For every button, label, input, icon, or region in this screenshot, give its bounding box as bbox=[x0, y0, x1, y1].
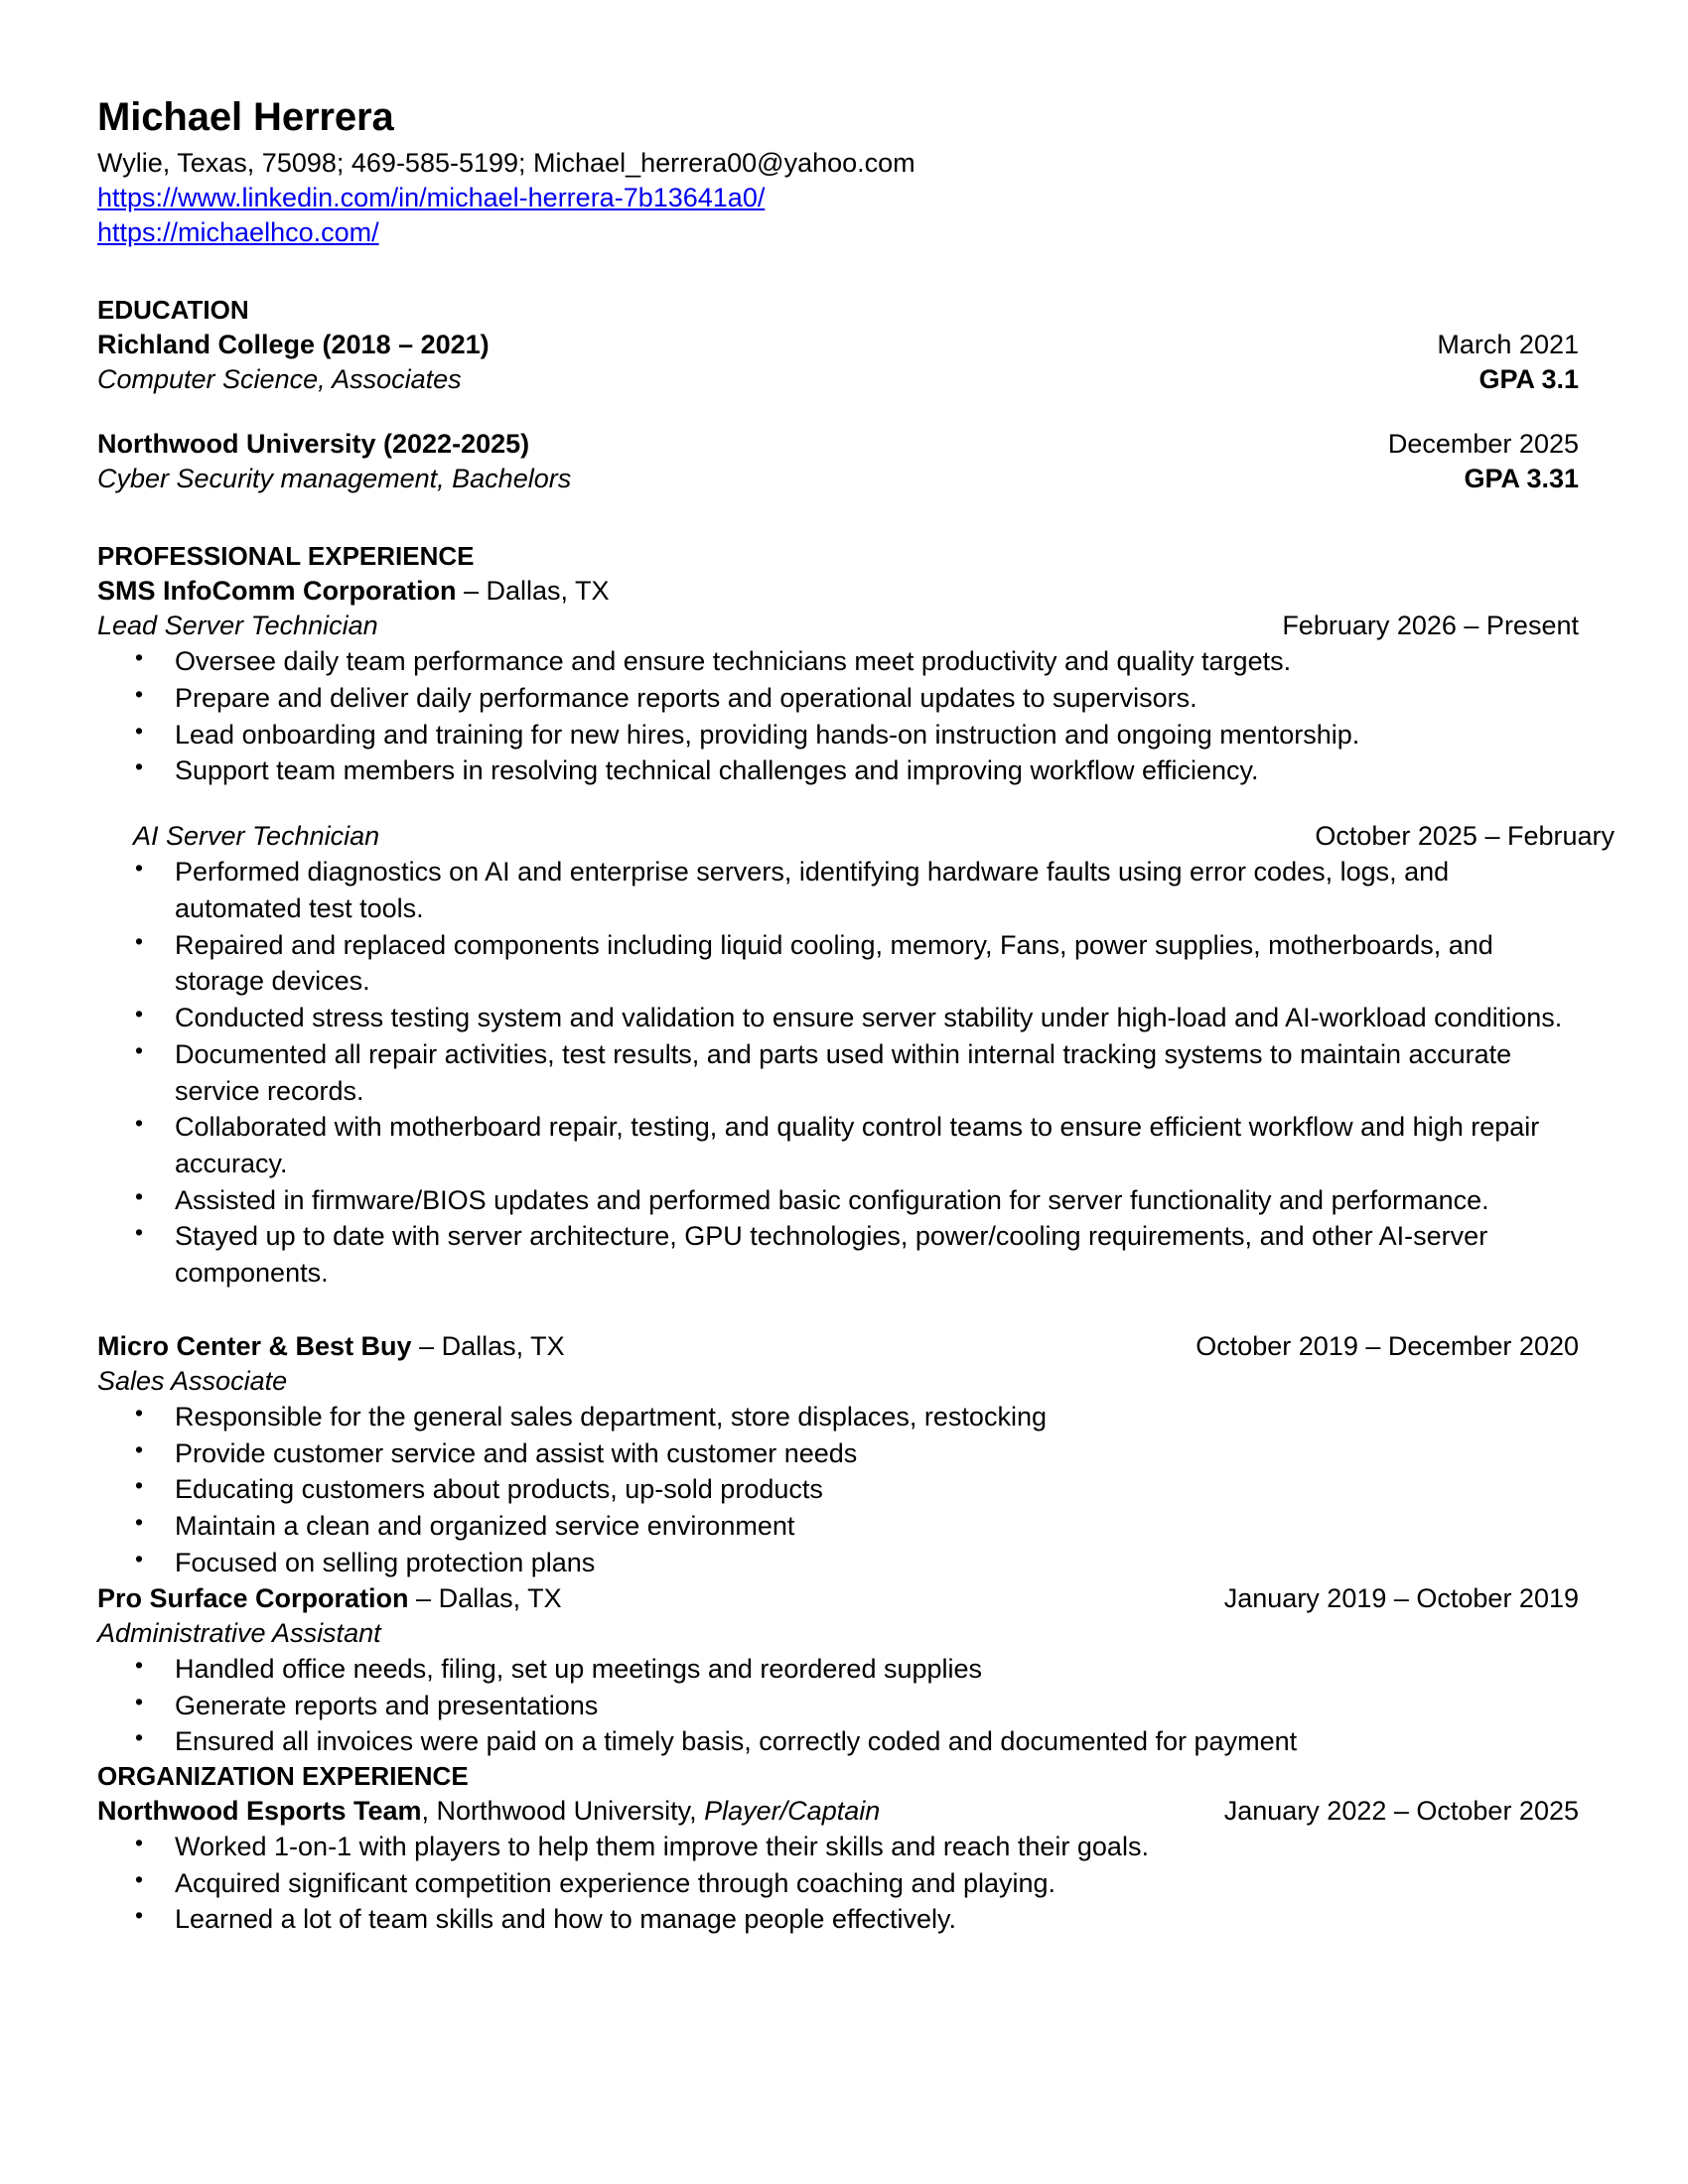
list-item: • Acquired significant competition experience through coaching and playing. bbox=[97, 1865, 1579, 1902]
company-date: January 2019 – October 2019 bbox=[1223, 1582, 1579, 1613]
company-line bbox=[97, 1329, 565, 1364]
company-location: – Dallas, TX bbox=[408, 1582, 562, 1613]
list-item: • Repaired and replaced components including liquid cooling, memory, Fans, power supplies, motherboards, and storage devices. bbox=[97, 927, 1579, 1000]
role-title: Administrative Assistant bbox=[97, 1617, 381, 1648]
role-bullets bbox=[97, 1651, 1579, 1760]
company-location: – Dallas, TX bbox=[411, 1330, 565, 1361]
website-link[interactable]: https://michaelhco.com/ bbox=[97, 216, 379, 247]
list-item: • Oversee daily team performance and ensure technicians meet productivity and quality targets. bbox=[97, 643, 1579, 680]
list-item: • Maintain a clean and organized service environment bbox=[97, 1508, 1579, 1545]
list-item: • Stayed up to date with server architecture, GPU technologies, power/cooling requirements, and other AI-server components. bbox=[97, 1218, 1579, 1291]
gpa-value: GPA 3.31 bbox=[1464, 464, 1579, 494]
education-entry-richland bbox=[97, 328, 1579, 397]
role-date: October 2025 – February bbox=[1315, 821, 1615, 852]
school-name: Northwood University (2022-2025) bbox=[97, 429, 530, 460]
role-bullets bbox=[97, 643, 1579, 789]
list-item: • Generate reports and presentations bbox=[97, 1688, 1579, 1724]
company-location: – Dallas, TX bbox=[456, 576, 610, 607]
degree-name: Cyber Security management, Bachelors bbox=[97, 464, 572, 494]
education-heading: EDUCATION bbox=[97, 295, 249, 326]
organization-line bbox=[97, 1794, 880, 1829]
company-line bbox=[97, 574, 610, 609]
list-item: • Provide customer service and assist with customer needs bbox=[97, 1435, 1579, 1472]
list-item: • Handled office needs, filing, set up meetings and reordered supplies bbox=[97, 1651, 1579, 1688]
list-item: • Worked 1-on-1 with players to help them improve their skills and reach their goals. bbox=[97, 1829, 1579, 1865]
role-title: AI Server Technician bbox=[133, 821, 380, 852]
list-item: • Prepare and deliver daily performance reports and operational updates to supervisors. bbox=[97, 680, 1579, 717]
professional-experience-heading: PROFESSIONAL EXPERIENCE bbox=[97, 541, 475, 572]
organization-experience-heading: ORGANIZATION EXPERIENCE bbox=[97, 1760, 469, 1791]
contact-line: Wylie, Texas, 75098; 469-585-5199; Michael_herrera00@yahoo.com bbox=[97, 147, 915, 178]
role-bullets bbox=[97, 854, 1579, 1292]
role-bullets bbox=[97, 1399, 1579, 1581]
table-row bbox=[97, 427, 1579, 462]
table-row bbox=[97, 609, 1579, 643]
organization-name: Northwood Esports Team bbox=[97, 1795, 422, 1826]
table-row bbox=[97, 1581, 1579, 1616]
table-row bbox=[97, 1329, 1579, 1364]
candidate-name: Michael Herrera bbox=[97, 95, 394, 139]
list-item: • Learned a lot of team skills and how to manage people effectively. bbox=[97, 1901, 1579, 1938]
company-name: SMS InfoComm Corporation bbox=[97, 576, 457, 607]
divider-space bbox=[97, 1292, 1579, 1329]
job-entry-sms-infocomm bbox=[97, 574, 1615, 1292]
divider-space bbox=[97, 397, 1579, 427]
table-row bbox=[97, 362, 1579, 397]
table-row bbox=[97, 328, 1579, 362]
school-date: December 2025 bbox=[1387, 429, 1579, 460]
degree-name: Computer Science, Associates bbox=[97, 363, 462, 394]
job-entry-pro-surface bbox=[97, 1581, 1579, 1760]
organization-entry-northwood-esports bbox=[97, 1794, 1579, 1938]
list-item: • Performed diagnostics on AI and enterprise servers, identifying hardware faults using error codes, logs, and automated test tools. bbox=[97, 854, 1579, 926]
role-date: February 2026 – Present bbox=[1282, 611, 1579, 641]
company-name: Pro Surface Corporation bbox=[97, 1582, 409, 1613]
list-item: • Educating customers about products, up-sold products bbox=[97, 1471, 1579, 1508]
table-row bbox=[97, 1364, 1579, 1399]
table-row bbox=[97, 1794, 1579, 1829]
role-title: Sales Associate bbox=[97, 1365, 288, 1396]
list-item: • Assisted in firmware/BIOS updates and performed basic configuration for server functionality and performance. bbox=[97, 1182, 1579, 1219]
job-entry-micro-center bbox=[97, 1329, 1579, 1581]
role-title: Lead Server Technician bbox=[97, 611, 378, 641]
list-item: • Documented all repair activities, test results, and parts used within internal tracking systems to maintain accurate service records. bbox=[97, 1036, 1579, 1109]
company-line bbox=[97, 1581, 562, 1616]
table-row bbox=[97, 574, 1579, 609]
divider-space bbox=[97, 789, 1579, 819]
organization-date: January 2022 – October 2025 bbox=[1223, 1795, 1579, 1826]
school-date: March 2021 bbox=[1437, 329, 1579, 359]
list-item: • Ensured all invoices were paid on a timely basis, correctly coded and documented for payment bbox=[97, 1723, 1579, 1760]
list-item: • Support team members in resolving technical challenges and improving workflow efficiency. bbox=[97, 752, 1579, 789]
list-item: • Focused on selling protection plans bbox=[97, 1545, 1579, 1581]
gpa-value: GPA 3.1 bbox=[1478, 363, 1579, 394]
table-row bbox=[97, 462, 1579, 496]
organization-role: Player/Captain bbox=[704, 1795, 881, 1826]
list-item: • Conducted stress testing system and validation to ensure server stability under high-load and AI-workload conditions. bbox=[97, 1000, 1579, 1036]
company-name: Micro Center & Best Buy bbox=[97, 1330, 412, 1361]
company-date: October 2019 – December 2020 bbox=[1196, 1330, 1579, 1361]
list-item: • Responsible for the general sales department, store displaces, restocking bbox=[97, 1399, 1579, 1435]
school-name: Richland College (2018 – 2021) bbox=[97, 329, 490, 359]
organization-bullets bbox=[97, 1829, 1579, 1938]
table-row bbox=[97, 1616, 1579, 1651]
table-row bbox=[97, 819, 1615, 854]
organization-affiliation: , Northwood University, bbox=[421, 1795, 705, 1826]
list-item: • Collaborated with motherboard repair, testing, and quality control teams to ensure efficient workflow and high repair accuracy. bbox=[97, 1109, 1579, 1181]
list-item: • Lead onboarding and training for new hires, providing hands-on instruction and ongoing mentorship. bbox=[97, 717, 1579, 753]
education-entry-northwood bbox=[97, 427, 1579, 496]
linkedin-link[interactable]: https://www.linkedin.com/in/michael-herrera-7b13641a0/ bbox=[97, 182, 766, 212]
resume-header bbox=[97, 95, 1579, 250]
